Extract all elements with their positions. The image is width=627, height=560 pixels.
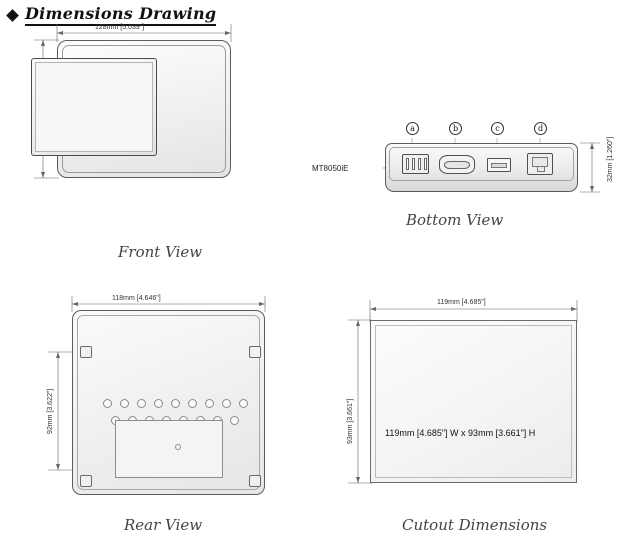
port-callout-c: c	[491, 122, 504, 135]
bottom-depth-dimension: 32mm [1.260"]	[607, 136, 614, 182]
port-callout-a: a	[406, 122, 419, 135]
port-callout-b: b	[449, 122, 462, 135]
model-number-label: MT8050iE	[312, 164, 349, 173]
cutout-inner-outline	[375, 325, 572, 478]
page-title: Dimensions Drawing	[25, 4, 216, 26]
cutout-size-text: 119mm [4.685"] W x 93mm [3.661"] H	[385, 428, 536, 438]
port-callout-d: d	[534, 122, 547, 135]
cutout-rectangle	[370, 320, 577, 483]
cutout-width-dimension: 119mm [4.685"]	[437, 299, 486, 306]
cutout-height-dimension: 93mm [3.661"]	[347, 398, 354, 444]
cutout-view-caption: Cutout Dimensions	[402, 516, 548, 534]
front-width-dimension: 128mm [5.039"]	[95, 24, 145, 31]
bottom-view-caption: Bottom View	[406, 211, 504, 229]
rear-view-caption: Rear View	[124, 516, 203, 534]
front-view-caption: Front View	[118, 243, 203, 261]
rear-height-dimension: 92mm [3.622"]	[47, 388, 54, 434]
rear-width-dimension: 118mm [4.646"]	[112, 295, 161, 302]
